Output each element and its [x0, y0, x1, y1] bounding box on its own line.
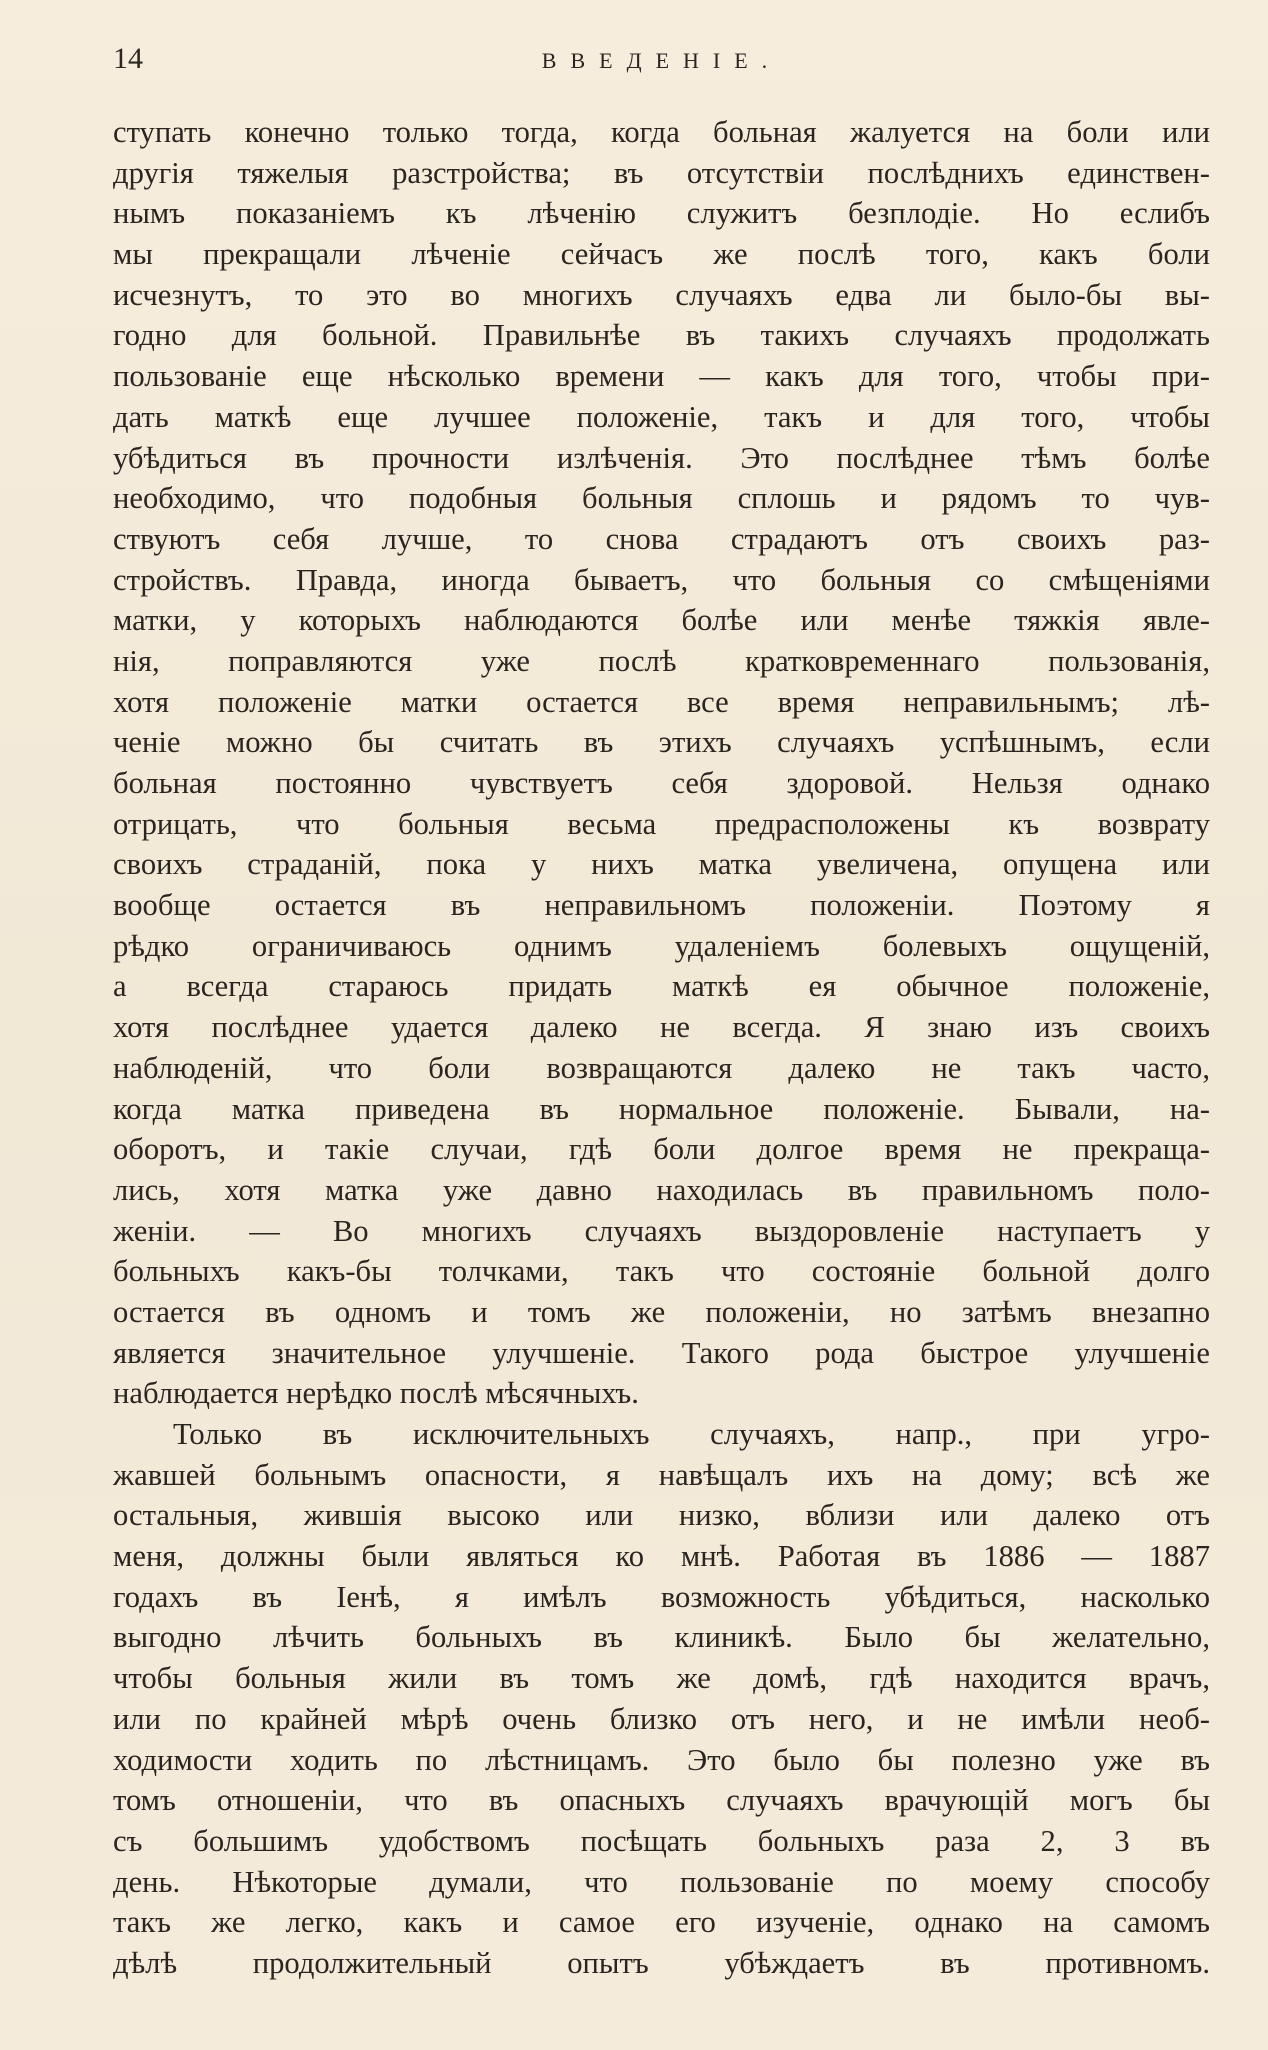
running-head: ВВЕДЕНІЕ. — [541, 48, 782, 73]
text-line: жавшей больнымъ опасности, я навѣщалъ ихъ на дому; всѣ же — [113, 1457, 1210, 1492]
text-line: мы прекращали лѣченіе сейчасъ же послѣ того, какъ боли — [113, 237, 1210, 272]
text-line: годахъ въ Іенѣ, я имѣлъ возможность убѣдиться, насколько — [113, 1579, 1210, 1614]
text-line: пользованіе еще нѣсколько времени — какъ для того, чтобы при- — [113, 359, 1210, 394]
text-line: ствуютъ себя лучше, то снова страдаютъ отъ своихъ раз- — [113, 521, 1210, 556]
text-line: ченіе можно бы считать въ этихъ случаяхъ успѣшнымъ, если — [113, 725, 1210, 760]
text-line: больная постоянно чувствуетъ себя здоровой. Нельзя однако — [113, 766, 1210, 800]
text-line: съ большимъ удобствомъ посѣщать больныхъ раза 2, 3 въ — [113, 1823, 1210, 1858]
page-number: 14 — [113, 42, 143, 75]
text-line: хотя положеніе матки остается все время неправильнымъ; лѣ- — [113, 684, 1210, 719]
text-line: нія, поправляются уже послѣ кратковременнаго пользованія, — [113, 643, 1210, 678]
text-line: женіи. — Во многихъ случаяхъ выздоровленіе наступаетъ у — [113, 1213, 1210, 1248]
page-header — [113, 42, 1210, 82]
text-line: необходимо, что подобныя больныя сплошь и рядомъ то чув- — [113, 481, 1210, 516]
text-line: больныхъ какъ-бы толчками, такъ что состояніе больной долго — [113, 1254, 1210, 1289]
text-line: меня, должны были являться ко мнѣ. Работая въ 1886 — 1887 — [113, 1539, 1210, 1574]
text-line: лись, хотя матка уже давно находилась въ правильномъ поло- — [113, 1172, 1210, 1207]
text-line: а всегда стараюсь придать маткѣ ея обычное положеніе, — [113, 969, 1210, 1004]
text-line: рѣдко ограничиваюсь однимъ удаленіемъ болевыхъ ощущеній, — [113, 928, 1210, 963]
text-line: исчезнутъ, то это во многихъ случаяхъ едва ли было-бы вы- — [113, 277, 1210, 312]
text-line: отрицать, что больныя весьма предрасположены къ возврату — [113, 806, 1210, 841]
text-line: когда матка приведена въ нормальное положеніе. Бывали, на- — [113, 1091, 1210, 1126]
text-line: день. Нѣкоторые думали, что пользованіе по моему способу — [113, 1864, 1210, 1899]
text-line: матки, у которыхъ наблюдаются болѣе или менѣе тяжкія явле- — [113, 603, 1210, 638]
text-line: дѣлѣ продолжительный опытъ убѣждаетъ въ противномъ. — [113, 1945, 1210, 1980]
paragraph-start-line: Только въ исключительныхъ случаяхъ, напр., при угро- — [173, 1417, 1210, 1451]
text-line: годно для больной. Правильнѣе въ такихъ случаяхъ продолжать — [113, 318, 1210, 353]
text-line: ступать конечно только тогда, когда больная жалуется на боли или — [113, 115, 1210, 149]
body-text — [113, 112, 1210, 1984]
text-line: или по крайней мѣрѣ очень близко отъ него, и не имѣли необ- — [113, 1701, 1210, 1736]
text-line: стройствъ. Правда, иногда бываетъ, что больныя со смѣщеніями — [113, 562, 1210, 597]
text-line: убѣдиться въ прочности излѣченія. Это послѣднее тѣмъ болѣе — [113, 440, 1210, 475]
text-line: хотя послѣднее удается далеко не всегда. Я знаю изъ своихъ — [113, 1010, 1210, 1045]
text-line: дать маткѣ еще лучшее положеніе, такъ и для того, чтобы — [113, 399, 1210, 434]
text-line: такъ же легко, какъ и самое его изученіе, однако на самомъ — [113, 1905, 1210, 1940]
text-line: остальныя, жившія высоко или низко, вблизи или далеко отъ — [113, 1498, 1210, 1533]
text-line: нымъ показаніемъ къ лѣченію служитъ безплодіе. Но еслибъ — [113, 196, 1210, 231]
text-line: оборотъ, и такіе случаи, гдѣ боли долгое время не прекраща- — [113, 1132, 1210, 1167]
text-line: своихъ страданій, пока у нихъ матка увеличена, опущена или — [113, 847, 1210, 882]
text-line: томъ отношеніи, что въ опасныхъ случаяхъ врачующій могъ бы — [113, 1783, 1210, 1818]
text-line: является значительное улучшеніе. Такого рода быстрое улучшеніе — [113, 1335, 1210, 1370]
text-line: остается въ одномъ и томъ же положеніи, но затѣмъ внезапно — [113, 1294, 1210, 1329]
paragraph-end-line: наблюдается нерѣдко послѣ мѣсячныхъ. — [113, 1376, 639, 1411]
text-line: наблюденій, что боли возвращаются далеко не такъ часто, — [113, 1050, 1210, 1085]
text-line: чтобы больныя жили въ томъ же домѣ, гдѣ находится врачъ, — [113, 1661, 1210, 1696]
text-line: ходимости ходить по лѣстницамъ. Это было бы полезно уже въ — [113, 1742, 1210, 1777]
text-line: вообще остается въ неправильномъ положеніи. Поэтому я — [113, 888, 1210, 923]
text-line: другія тяжелыя разстройства; въ отсутствіи послѣднихъ единствен- — [113, 155, 1210, 190]
text-line: выгодно лѣчить больныхъ въ клиникѣ. Было бы желательно, — [113, 1620, 1210, 1655]
